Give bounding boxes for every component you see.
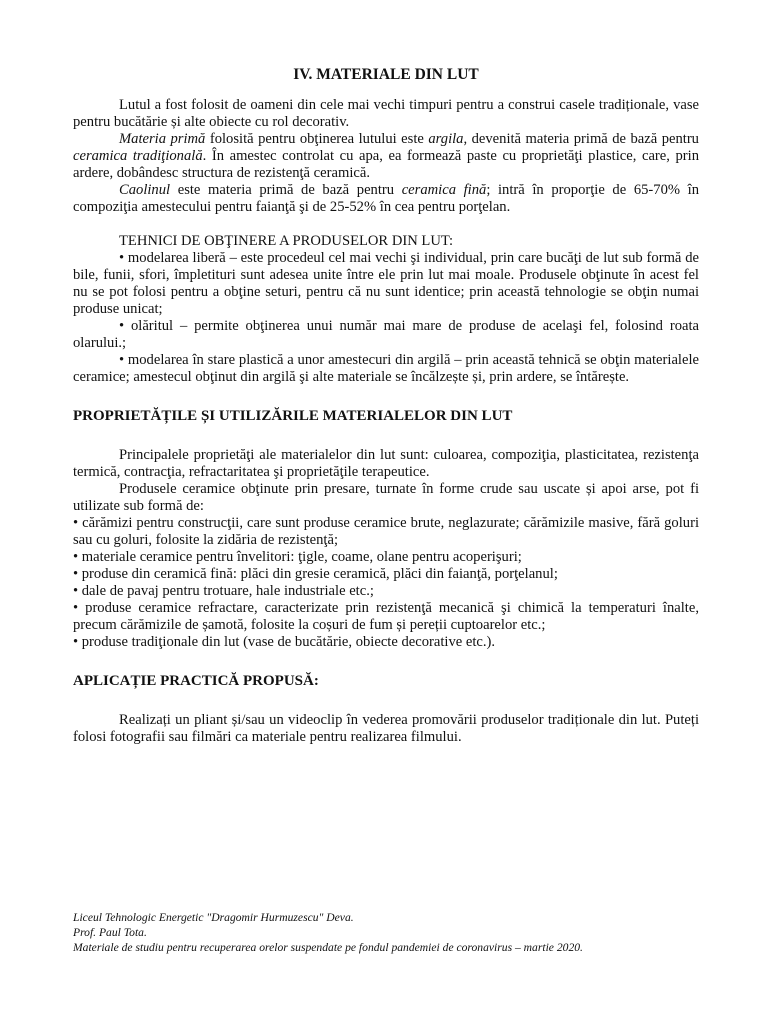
emphasis-text: ceramica fină: [401, 182, 487, 198]
intro-paragraph-2: [73, 131, 699, 182]
emphasis-text: argila: [428, 131, 464, 147]
emphasis-text: Materia primă: [119, 131, 206, 147]
techniques-heading: TEHNICI DE OBŢINERE A PRODUSELOR DIN LUT:: [119, 233, 454, 249]
usage-bullet: • produse din ceramică fină: plăci din gresie ceramică, plăci din faianţă, porţelanul;: [73, 566, 558, 582]
paragraph-text: . În amestec controlat cu apa, ea formează paste cu proprietăţi plastice, care, prin ardere, dobândesc structura de rezistenţă ceramică.: [73, 148, 700, 181]
intro-paragraph-1: Lutul a fost folosit de oameni din cele mai vechi timpuri pentru a construi casele tradiționale, vase pentru bucătărie și alte obiecte cu rol decorativ.: [73, 97, 699, 130]
spacer: [73, 651, 699, 673]
technique-item: • modelarea liberă – este procedeul cel mai vechi şi individual, prin care bucăţi de lut sub formă de bile, funii, sfori, împletituri sunt adesea unite între ele prin lut mai moale. Produsele obţinute în acest fel nu se pot folosi pentru a obţine seturi, pentru că nu sunt identice; prin această tehnologie se obţin numai produse unicat;: [73, 250, 699, 317]
footer-note: Materiale de studiu pentru recuperarea orelor suspendate pe fondul pandemiei de coronavirus – martie 2020.: [73, 941, 583, 954]
emphasis-text: Caolinul: [119, 182, 171, 198]
practice-heading: APLICAȚIE PRACTICĂ PROPUSĂ:: [73, 673, 319, 689]
properties-paragraph-1: Principalele proprietăţi ale materialelor din lut sunt: culoarea, compoziţia, plasticitatea, rezistenţa termică, contracţia, refractaritatea şi proprietăţile terapeutice.: [73, 447, 699, 480]
paragraph-text: , devenită materia primă de bază pentru: [463, 131, 699, 147]
spacer: [73, 386, 699, 408]
document-page: [73, 66, 699, 746]
properties-paragraph-2: Produsele ceramice obţinute prin presare, turnate în forme crude sau uscate și apoi arse, pot fi utilizate sub formă de:: [73, 481, 699, 514]
practice-paragraph: Realizați un pliant și/sau un videoclip în vederea promovării produselor tradiționale din lut. Puteți folosi fotografii sau filmări ca materiale pentru realizarea filmului.: [73, 712, 699, 745]
paragraph-text: folosită pentru obţinerea lutului este: [205, 131, 429, 147]
paragraph-text: ; intră în proporţie de 65-70% în compoziţia amestecului pentru faianţă şi de 25-52% în cea pentru porţelan.: [73, 182, 699, 215]
emphasis-text: ceramica tradiţională: [73, 148, 203, 164]
usage-bullet: • cărămizi pentru construcţii, care sunt produse ceramice brute, neglazurate; cărămizile masive, fără goluri sau cu goluri, folosite la zidăria de rezistenţă;: [73, 515, 699, 548]
paragraph-text: este materia primă de bază pentru: [170, 182, 402, 198]
page-footer: [73, 910, 583, 955]
technique-item: • modelarea în stare plastică a unor amestecuri din argilă – prin această tehnică se obţin materialele ceramice; amestecul obţinut din argilă şi alte materiale se încălzește și, prin ardere, se întărește.: [73, 352, 699, 385]
usage-bullet: • materiale ceramice pentru învelitori: ţigle, coame, olane pentru acoperişuri;: [73, 549, 522, 565]
technique-item: • olăritul – permite obţinerea unui număr mai mare de produse de acelaşi fel, folosind roata olarului.;: [73, 318, 699, 351]
page-title: IV. MATERIALE DIN LUT: [293, 66, 479, 83]
intro-paragraph-3: [73, 182, 699, 216]
usage-bullet: • produse ceramice refractare, caracterizate prin rezistenţă mecanică şi chimică la temperaturi înalte, precum cărămizile de șamotă, folosite la coșuri de fum și pereții cuptoarelor etc.;: [73, 600, 699, 633]
footer-school: Liceul Tehnologic Energetic "Dragomir Hurmuzescu" Deva.: [73, 911, 354, 924]
usage-bullet: • dale de pavaj pentru trotuare, hale industriale etc.;: [73, 583, 374, 599]
properties-heading: PROPRIETĂȚILE ȘI UTILIZĂRILE MATERIALELOR DIN LUT: [73, 408, 513, 424]
footer-teacher: Prof. Paul Tota.: [73, 926, 147, 939]
spacer: [73, 690, 699, 712]
spacer: [73, 425, 699, 447]
spacer: [73, 216, 699, 233]
usage-bullet: • produse tradiţionale din lut (vase de bucătărie, obiecte decorative etc.).: [73, 634, 496, 650]
